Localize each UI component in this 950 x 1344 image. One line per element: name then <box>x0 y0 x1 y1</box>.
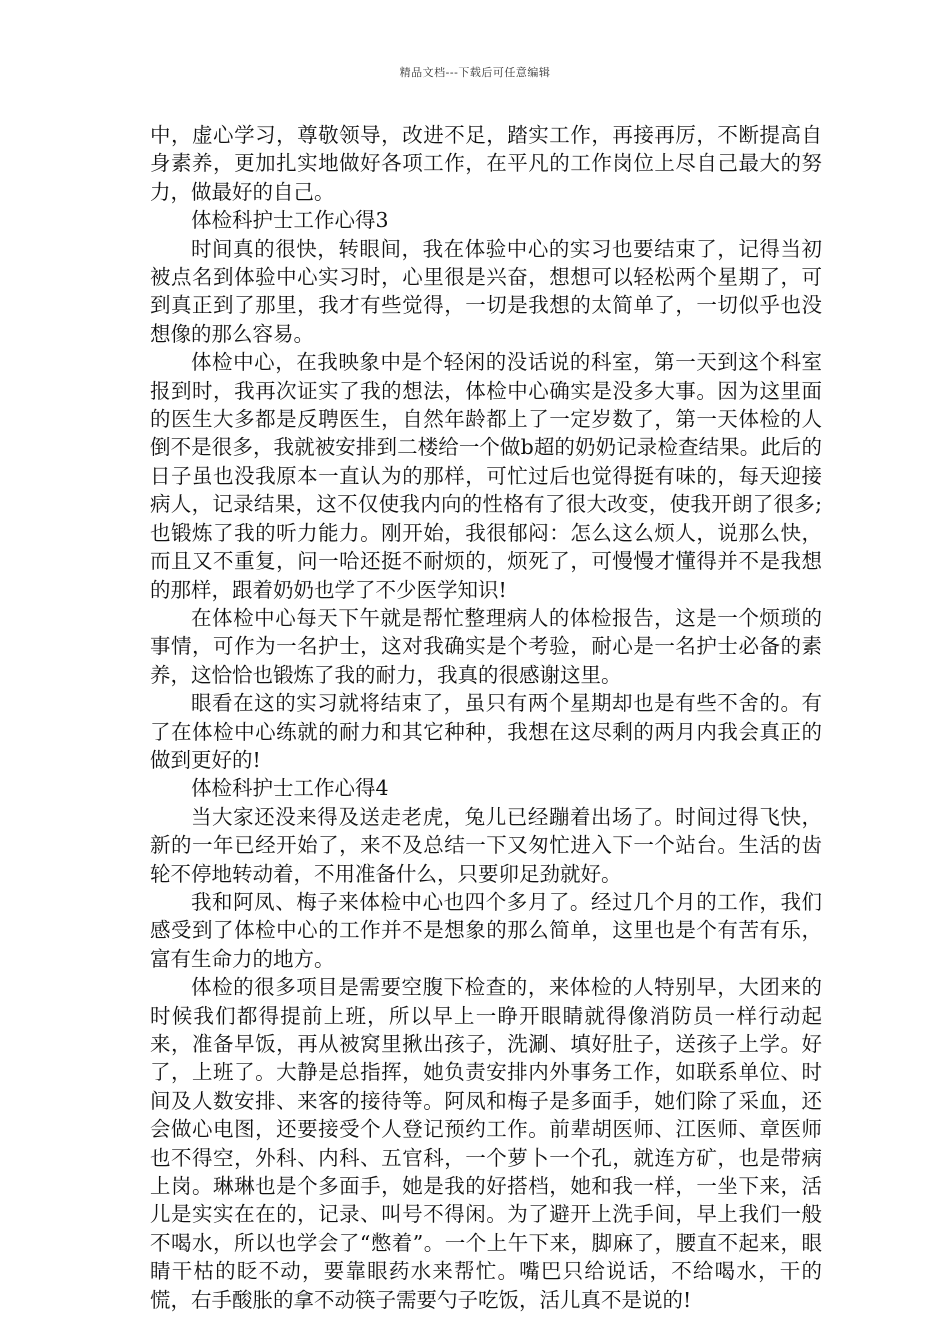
paragraph: 眼看在这的实习就将结束了，虽只有两个星期却也是有些不舍的。有了在体检中心练就的耐力和其它种种，我想在这尽剩的两月内我会真正的做到更好的! <box>150 691 822 772</box>
paragraph: 体检的很多项目是需要空腹下检查的，来体检的人特别早，大团来的时候我们都得提前上班，所以早上一睁开眼睛就得像消防员一样行动起来，准备早饭，再从被窝里揪出孩子，洗涮、填好肚子，送孩子上学。好了，上班了。大静是总指挥，她负责安排内外事务工作，如联系单位、时间及人数安排、来客的接待等。阿凤和梅子是多面手，她们除了采血，还会做心电图，还要接受个人登记预约工作。前辈胡医师、江医师、章医师也不得空，外科、内科、五官科，一个萝卜一个孔，就连方矿，也是带病上岗。琳琳也是个多面手，她是我的好搭档，她和我一样，一坐下来，活儿是实实在在的，记录、叫号不得闲。为了避开上洗手间，早上我们一般不喝水，所以也学会了“憋着”。一个上午下来，脚麻了，腰直不起来，眼睛干枯的眨不动，要靠眼药水来帮忙。嘴巴只给说话，不给喝水，干的慌，右手酸胀的拿不动筷子需要勺子吃饭，活儿真不是说的! <box>150 975 822 1312</box>
paragraph-continuation: 中，虚心学习，尊敬领导，改进不足，踏实工作，再接再厉，不断提高自身素养，更加扎实地做好各项工作，在平凡的工作岗位上尽自己最大的努力，做最好的自己。 <box>150 123 822 204</box>
paragraph: 当大家还没来得及送走老虎，兔儿已经蹦着出场了。时间过得飞快，新的一年已经开始了，来不及总结一下又匆忙进入下一个站台。生活的齿轮不停地转动着，不用准备什么，只要卯足劲就好。 <box>150 804 822 886</box>
page-header: 精品文档---下载后可任意编辑 <box>399 66 551 79</box>
paragraph: 时间真的很快，转眼间，我在体验中心的实习也要结束了，记得当初被点名到体验中心实习时，心里很是兴奋，想想可以轻松两个星期了，可到真正到了那里，我才有些觉得，一切是我想的太简单了，一切似乎也没想像的那么容易。 <box>150 236 822 346</box>
paragraph: 在体检中心每天下午就是帮忙整理病人的体检报告，这是一个烦琐的事情，可作为一名护士，这对我确实是个考验，耐心是一名护士必备的素养，这恰恰也锻炼了我的耐力，我真的很感谢这里。 <box>150 605 822 687</box>
paragraph: 我和阿凤、梅子来体检中心也四个多月了。经过几个月的工作，我们感受到了体检中心的工作并不是想象的那么简单，这里也是个有苦有乐，富有生命力的地方。 <box>150 889 822 971</box>
document-body <box>150 121 822 1314</box>
section-heading-3: 体检科护士工作心得3 <box>191 208 389 233</box>
paragraph: 体检中心，在我映象中是个轻闲的没话说的科室，第一天到这个科室报到时，我再次证实了我的想法，体检中心确实是没多大事。因为这里面的医生大多都是反聘医生，自然年龄都上了一定岁数了，第一天体检的人倒不是很多，我就被安排到二楼给一个做b超的奶奶记录检查结果。此后的日子虽也没我原本一直认为的那样，可忙过后也觉得挺有味的，每天迎接病人，记录结果，这不仅使我内向的性格有了很大改变，使我开朗了很多;也锻炼了我的听力能力。刚开始，我很郁闷：怎么这么烦人，说那么快，而且又不重复，问一哈还挺不耐烦的，烦死了，可慢慢才懂得并不是我想的那样，跟着奶奶也学了不少医学知识! <box>150 350 822 602</box>
section-heading-4: 体检科护士工作心得4 <box>191 776 389 801</box>
